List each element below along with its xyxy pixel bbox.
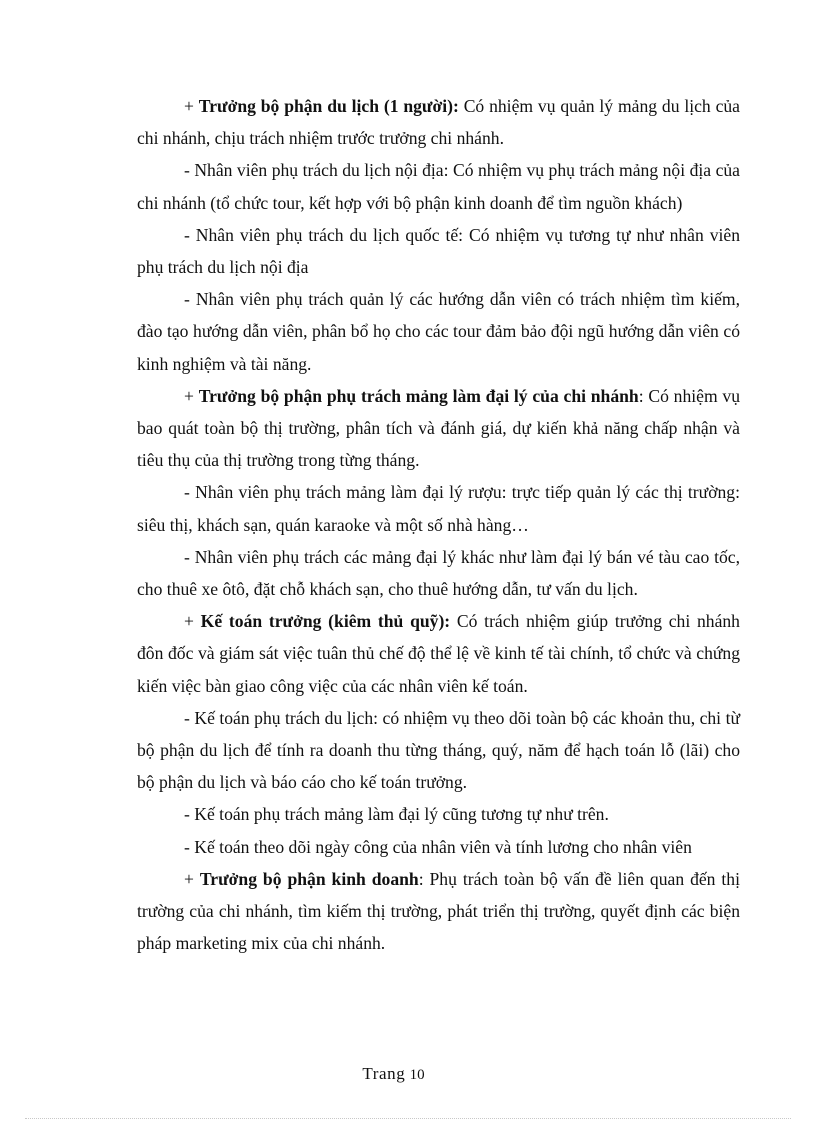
paragraph-head-business: + Trưởng bộ phận kinh doanh: Phụ trách toàn bộ vấn đề liên quan đến thị trường của chi nhánh, tìm kiếm thị trường, phát triển thị trường, quyết định các biện pháp marketing mix của chi nhánh. xyxy=(137,868,740,954)
paragraph-other-agency-staff: - Nhân viên phụ trách các mảng đại lý khác như làm đại lý bán vé tàu cao tốc, cho thuê xe ôtô, đặt chỗ khách sạn, cho thuê hướng dẫn, tư vấn du lịch. xyxy=(137,546,740,600)
paragraph-tourism-accountant: - Kế toán phụ trách du lịch: có nhiệm vụ theo dõi toàn bộ các khoản thu, chi từ bộ phận du lịch để tính ra doanh thu từng tháng, quý, năm để hạch toán lỗ (lãi) cho bộ phận du lịch và báo cáo cho kế toán trưởng. xyxy=(137,707,740,793)
page-footer xyxy=(0,1063,787,1086)
paragraph-international-tourism-staff: - Nhân viên phụ trách du lịch quốc tế: Có nhiệm vụ tương tự như nhân viên phụ trách du lịch nội địa xyxy=(137,224,740,278)
page-bottom-divider xyxy=(25,1118,791,1119)
paragraph-domestic-tourism-staff: - Nhân viên phụ trách du lịch nội địa: Có nhiệm vụ phụ trách mảng nội địa của chi nhánh (tổ chức tour, kết hợp với bộ phận kinh doanh để tìm nguồn khách) xyxy=(137,160,740,213)
paragraph-chief-accountant: + Kế toán trưởng (kiêm thủ quỹ): Có trách nhiệm giúp trưởng chi nhánh đôn đốc và giám sát việc tuân thủ chế độ thể lệ về kinh tế tài chính, tổ chức và chứng kiến việc bàn giao công việc của các nhân viên kế toán. xyxy=(137,611,740,696)
page-number: 10 xyxy=(409,1067,425,1083)
heading-head-tourism: Trưởng bộ phận du lịch (1 người): xyxy=(198,96,459,116)
heading-head-agency: Trưởng bộ phận phụ trách mảng làm đại lý của chi nhánh xyxy=(198,385,639,406)
paragraph-wine-agency-staff: - Nhân viên phụ trách mảng làm đại lý rượu: trực tiếp quản lý các thị trường: siêu thị, khách sạn, quán karaoke và một số nhà hàng… xyxy=(137,482,740,535)
paragraph-head-agency: + Trưởng bộ phận phụ trách mảng làm đại lý của chi nhánh: Có nhiệm vụ bao quát toàn bộ thị trường, phân tích và đánh giá, dự kiến khả năng chấp nhận và tiêu thụ của thị trường trong từng tháng. xyxy=(137,385,740,471)
paragraph-guide-manager-staff: - Nhân viên phụ trách quản lý các hướng dẫn viên có trách nhiệm tìm kiếm, đào tạo hướng dẫn viên, phân bổ họ cho các tour đảm bảo đội ngũ hướng dẫn viên có kinh nghiệm và tài năng. xyxy=(137,289,741,374)
heading-chief-accountant: Kế toán trưởng (kiêm thủ quỹ): xyxy=(200,611,451,632)
page-label: Trang xyxy=(362,1064,406,1083)
heading-head-business: Trưởng bộ phận kinh doanh xyxy=(199,868,419,889)
paragraph-agency-accountant: - Kế toán phụ trách mảng làm đại lý cũng tương tự như trên. xyxy=(184,804,609,825)
paragraph-head-tourism: + Trưởng bộ phận du lịch (1 người): Có nhiệm vụ quản lý mảng du lịch của chi nhánh, chịu trách nhiệm trước trưởng chi nhánh. xyxy=(137,96,740,149)
paragraph-payroll-accountant: - Kế toán theo dõi ngày công của nhân viên và tính lương cho nhân viên xyxy=(184,836,692,857)
document-body xyxy=(137,90,740,959)
